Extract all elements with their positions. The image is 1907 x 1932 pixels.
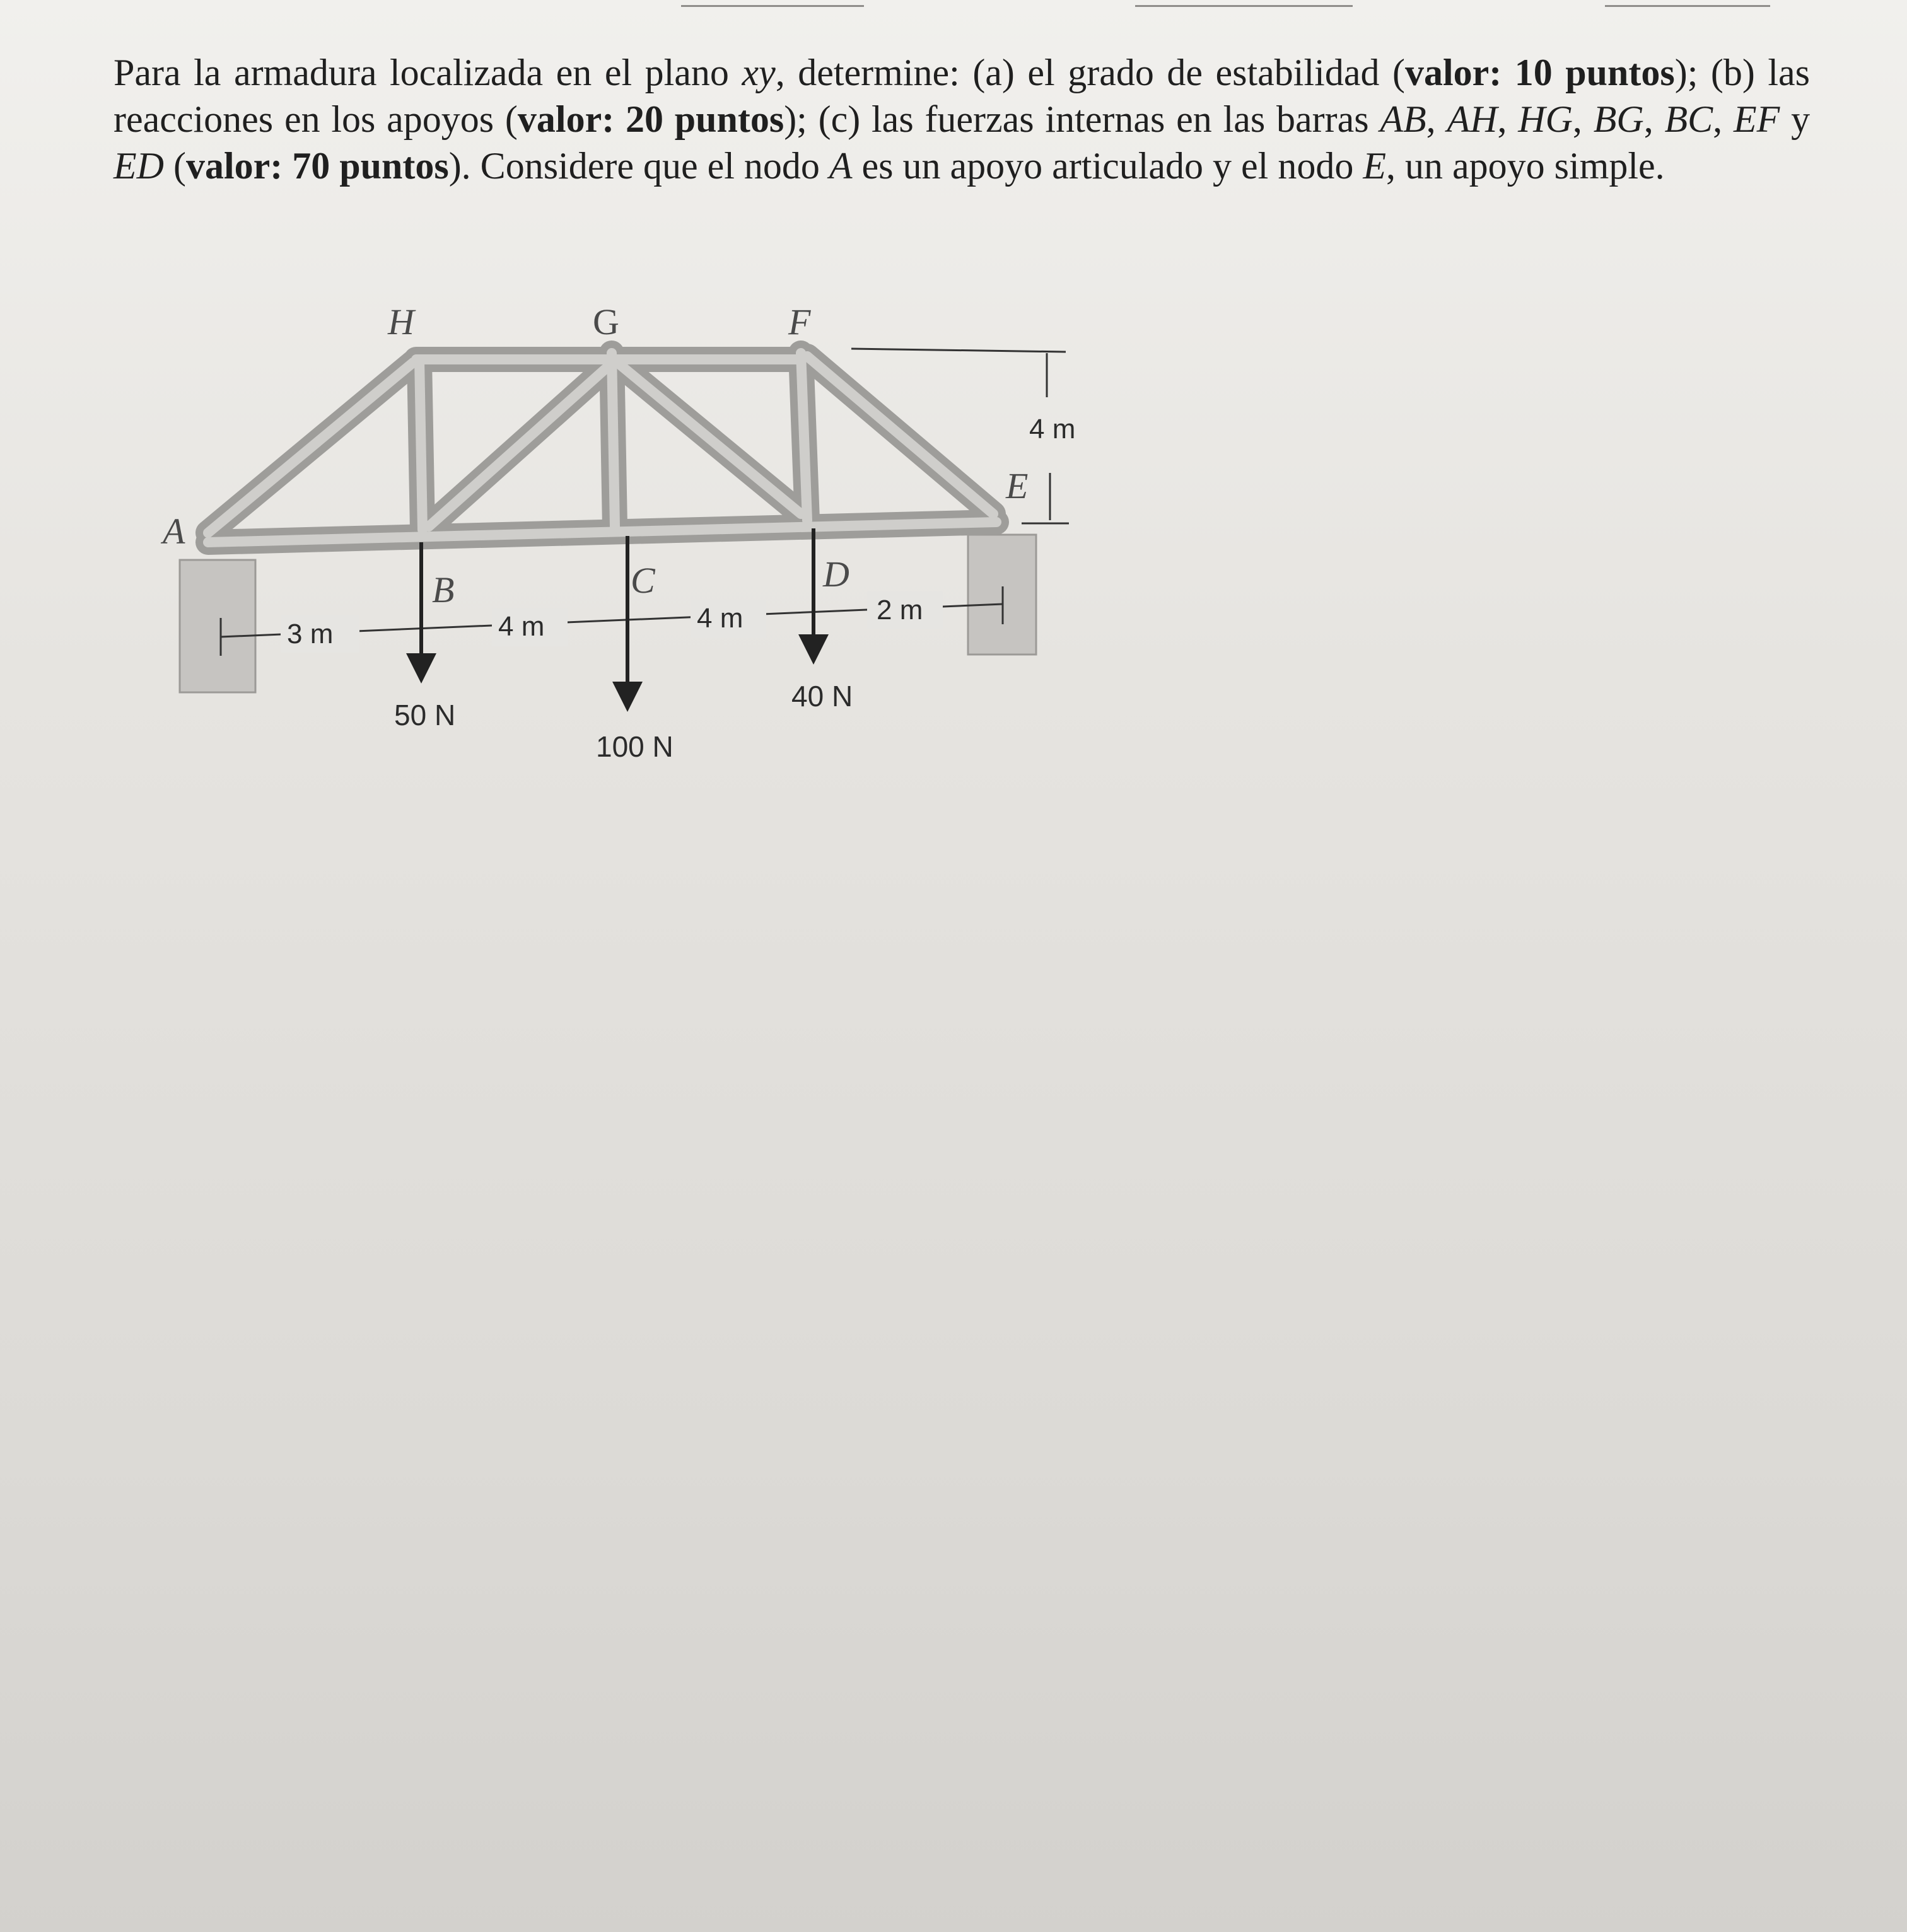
node-label-e: E: [1006, 465, 1029, 506]
load-label-b: 50 N: [394, 699, 456, 731]
node-label-h: H: [388, 301, 414, 342]
truss-diagram: [0, 0, 1907, 820]
node-label-g: G: [593, 301, 619, 342]
load-label-c: 100 N: [596, 730, 674, 763]
dimension-de: 2 m: [877, 595, 923, 626]
node-label-b: B: [432, 569, 455, 610]
node-label-c: C: [631, 560, 655, 601]
dimension-ab: 3 m: [287, 619, 334, 649]
node-label-d: D: [823, 554, 849, 595]
dimension-bc: 4 m: [498, 611, 545, 642]
load-label-d: 40 N: [791, 680, 853, 713]
node-label-a: A: [163, 511, 185, 552]
support-a: [180, 560, 255, 692]
dimension-height: 4 m: [1029, 414, 1076, 445]
problem-statement: Para la armadura localizada en el plano xy, determine: (a) el grado de estabilidad (valor: 10 puntos); (b) las reacciones en los apoyos (valor: 20 puntos); (c) las fuerzas internas en las barras AB, AH, HG, BG, BC, EF y ED (valor: 70 puntos). Considere que el nodo A es un apoyo articulado y el nodo E, un apoyo simple.: [114, 52, 1811, 187]
node-label-f: F: [788, 301, 811, 342]
dimension-cd: 4 m: [697, 603, 744, 634]
truss-members: [208, 353, 996, 542]
